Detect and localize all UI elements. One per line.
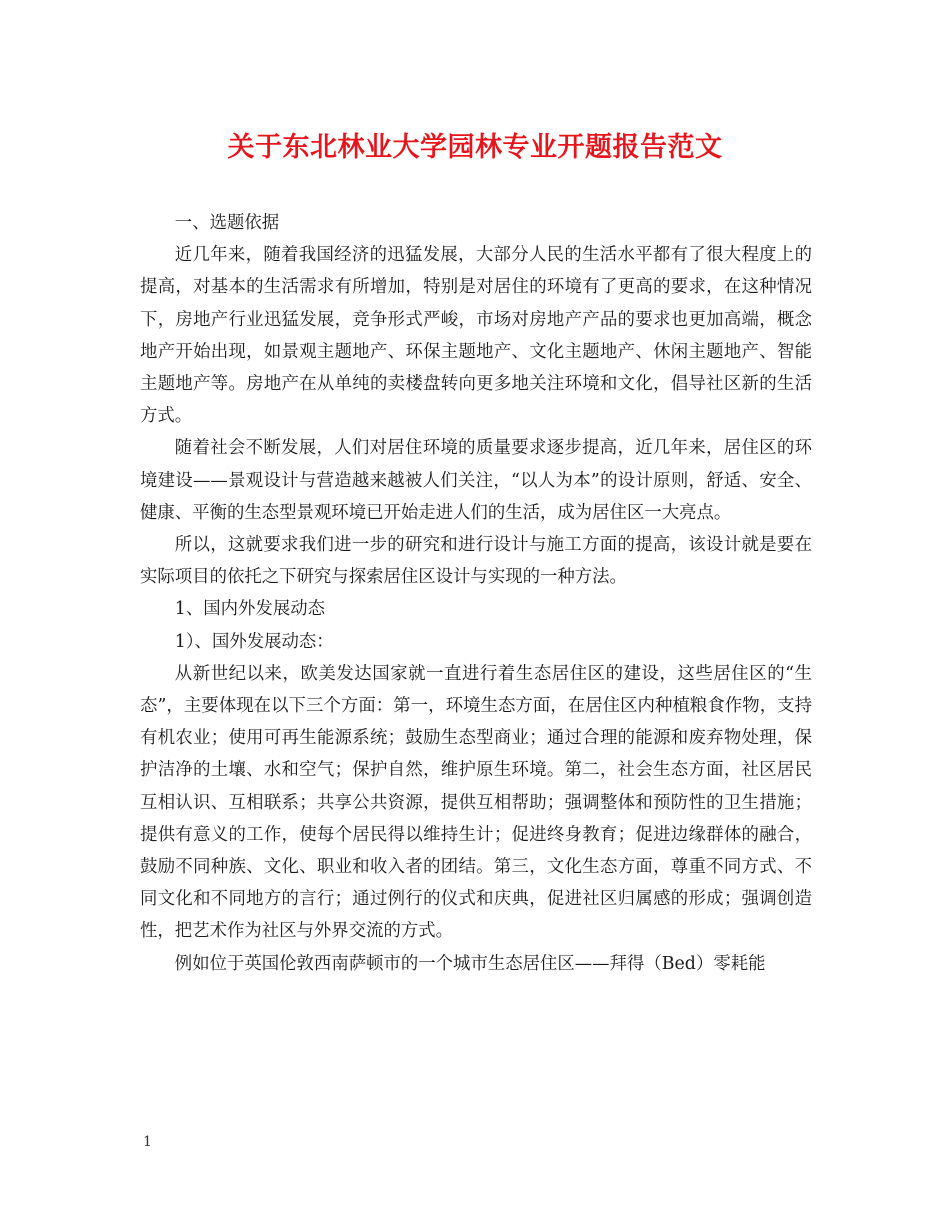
- paragraph: 近几年来，随着我国经济的迅猛发展，大部分人民的生活水平都有了很大程度上的提高，对基本的生活需求有所增加，特别是对居住的环境有了更高的要求，在这种情况下，房地产行业迅猛发展，竞争形式严峻，市场对房地产产品的要求也更加高端，概念地产开始出现，如景观主题地产、环保主题地产、文化主题地产、休闲主题地产、智能主题地产等。房地产在从单纯的卖楼盘转向更多地关注环境和文化，倡导社区新的生活方式。: [140, 245, 812, 427]
- document-body: [140, 207, 812, 980]
- paragraph-section-heading: 一、选题依据: [174, 213, 280, 233]
- paragraph-subheading: 1、国内外发展动态: [174, 599, 325, 620]
- paragraph: 从新世纪以来，欧美发达国家就一直进行着生态居住区的建设，这些居住区的“生态”，主要体现在以下三个方面：第一，环境生态方面，在居住区内种植粮食作物，支持有机农业；使用可再生能源系统；鼓励生态型商业；通过合理的能源和废弃物处理，保护洁净的土壤、水和空气；保护自然，维护原生环境。第二，社会生态方面，社区居民互相认识、互相联系；共享公共资源，提供互相帮助；强调整体和预防性的卫生措施；提供有意义的工作，使每个居民得以维持生计；促进终身教育；促进边缘群体的融合，鼓励不同种族、文化、职业和收入者的团结。第三，文化生态方面，尊重不同方式、不同文化和不同地方的言行；通过例行的仪式和庆典，促进社区归属感的形成；强调创造性，把艺术作为社区与外界交流的方式。: [140, 663, 812, 942]
- paragraph: 随着社会不断发展，人们对居住环境的质量要求逐步提高，近几年来，居住区的环境建设——景观设计与营造越来越被人们关注，“以人为本”的设计原则，舒适、安全、健康、平衡的生态型景观环境已开始走进人们的生活，成为居住区一大亮点。: [140, 438, 812, 523]
- paragraph-subheading: 1）、国外发展动态：: [174, 631, 334, 652]
- paragraph: 例如位于英国伦敦西南萨顿市的一个城市生态居住区——拜得（Bed）零耗能: [174, 953, 766, 974]
- document-title: 关于东北林业大学园林专业开题报告范文: [227, 132, 723, 163]
- page-number: 1: [143, 1134, 152, 1150]
- paragraph: 所以，这就要求我们进一步的研究和进行设计与施工方面的提高，该设计就是要在实际项目的依托之下研究与探索居住区设计与实现的一种方法。: [140, 535, 812, 588]
